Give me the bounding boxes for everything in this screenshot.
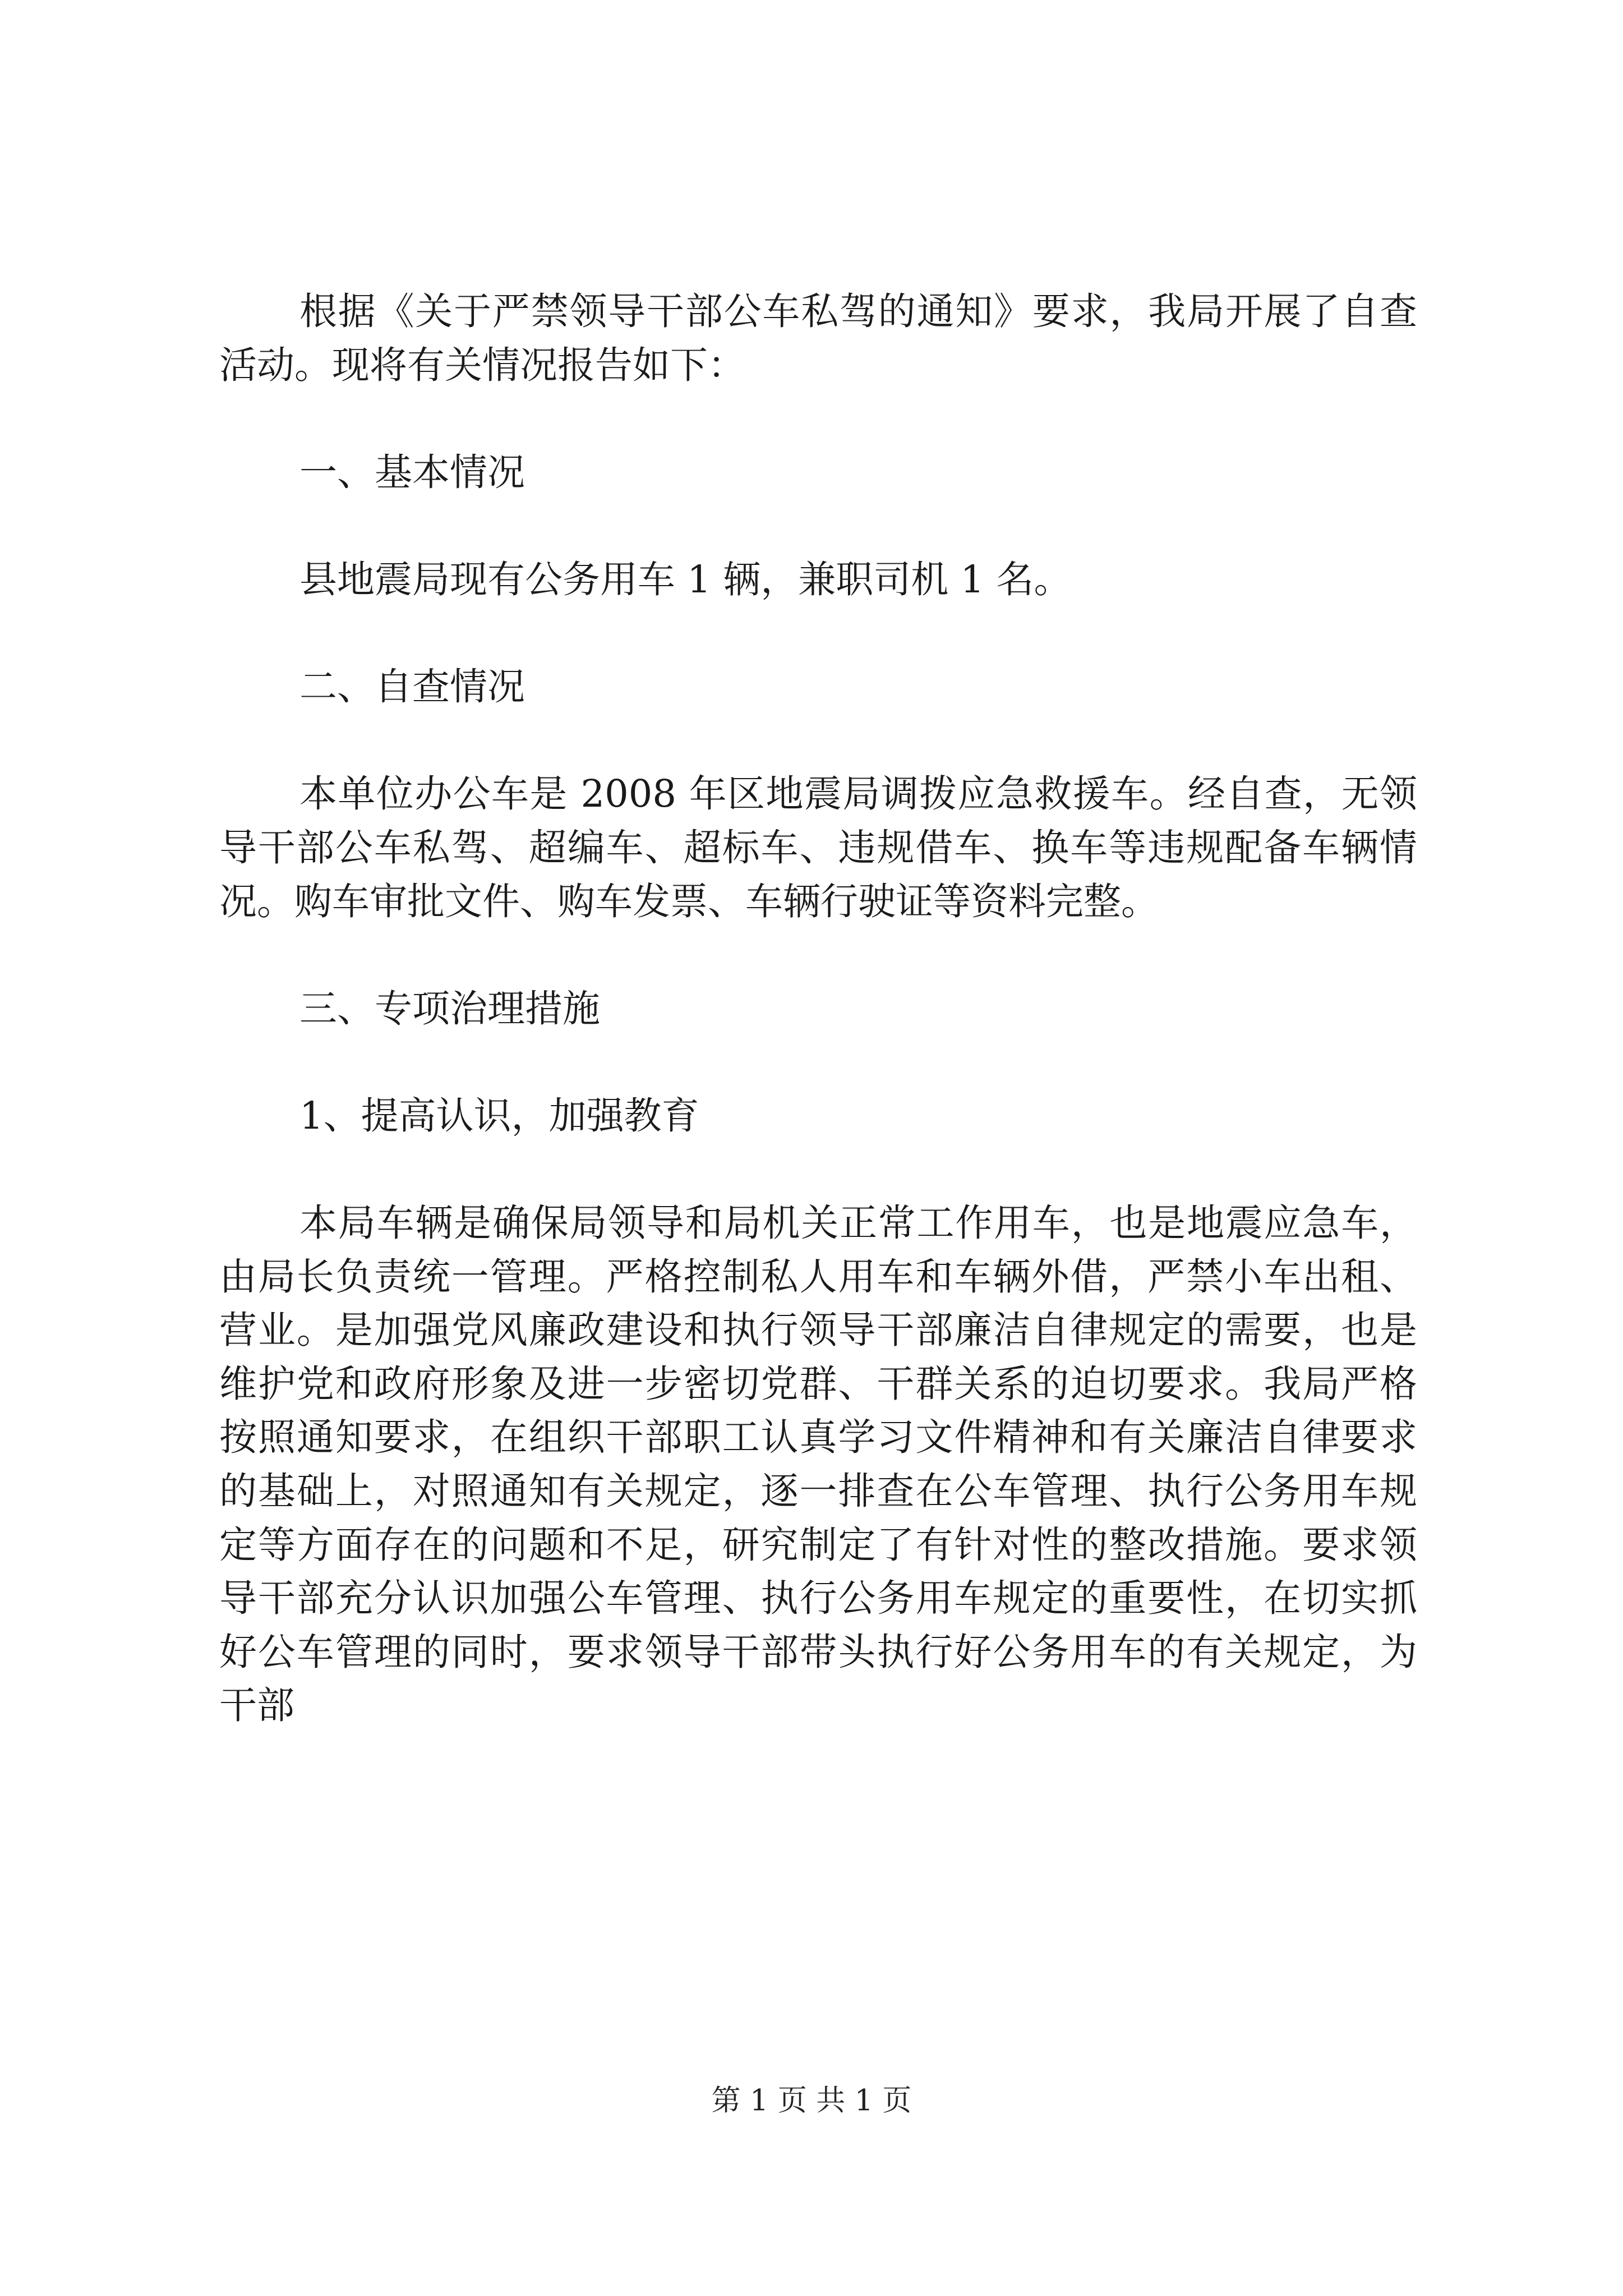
section-heading-special-measures: 三、专项治理措施 <box>299 986 600 1030</box>
intro-paragraph: 根据《关于严禁领导干部公车私驾的通知》要求，我局开展了自查活动。现将有关情况报告如下： <box>219 289 1417 387</box>
document-body <box>219 285 1417 1733</box>
section-heading-basic-situation: 一、基本情况 <box>299 450 525 494</box>
basic-situation-paragraph: 县地震局现有公务用车 1 辆，兼职司机 1 名。 <box>299 557 1072 601</box>
page-number-footer: 第 1 页 共 1 页 <box>711 2084 912 2118</box>
subsection-heading-awareness: 1、提高认识，加强教育 <box>299 1093 699 1138</box>
section-heading-self-inspection: 二、自查情况 <box>299 665 525 709</box>
self-inspection-paragraph: 本单位办公车是 2008 年区地震局调拨应急救援车。经自查，无领导干部公车私驾、超编车、超标车、违规借车、换车等违规配备车辆情况。购车审批文件、购车发票、车辆行驶证等资料完整。 <box>219 772 1417 923</box>
awareness-paragraph: 本局车辆是确保局领导和局机关正常工作用车，也是地震应急车，由局长负责统一管理。严格控制私人用车和车辆外借，严禁小车出租、营业。是加强党风廉政建设和执行领导干部廉洁自律规定的需要，也是维护党和政府形象及进一步密切党群、干群关系的迫切要求。我局严格按照通知要求，在组织干部职工认真学习文件精神和有关廉洁自律要求的基础上，对照通知有关规定，逐一排查在公车管理、执行公务用车规定等方面存在的问题和不足，研究制定了有针对性的整改措施。要求领导干部充分认识加强公车管理、执行公务用车规定的重要性，在切实抓好公车管理的同时，要求领导干部带头执行好公务用车的有关规定，为干部 <box>219 1201 1417 1728</box>
